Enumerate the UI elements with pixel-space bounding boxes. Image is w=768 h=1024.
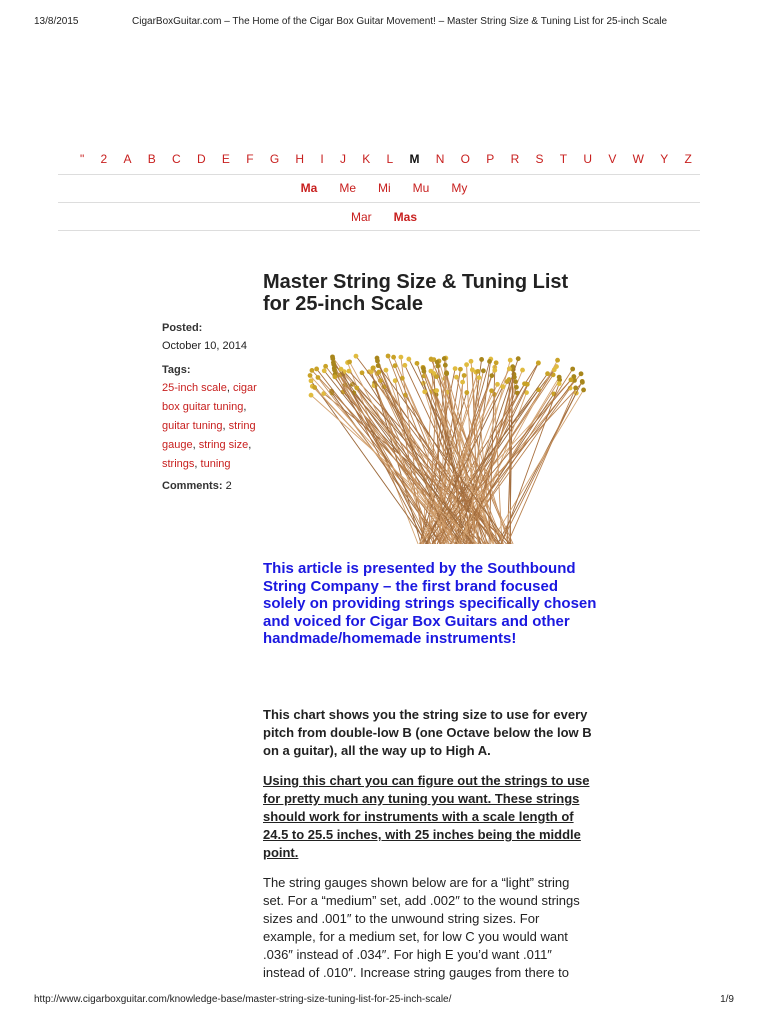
string-ball-end xyxy=(309,393,314,398)
alpha-link-20[interactable]: T xyxy=(559,152,568,166)
string-ball-end xyxy=(415,361,420,366)
string-ball-end xyxy=(545,371,550,376)
string-ball-end xyxy=(494,360,499,365)
guitar-strings-photo xyxy=(300,348,590,544)
string-ball-end xyxy=(360,370,365,375)
string-ball-end xyxy=(458,367,463,372)
string-ball-end xyxy=(354,354,359,359)
string-ball-end xyxy=(495,382,500,387)
sub-nav-link-0[interactable]: Ma xyxy=(300,181,318,195)
string-ball-end xyxy=(481,368,486,373)
string-ball-end xyxy=(570,367,575,372)
string-line xyxy=(507,388,575,544)
sponsor-promo: This article is presented by the Southbound String Company – the first brand focused solely on providing strings specifically chosen and voiced for Cigar Box Guitars and other handmade/homemade instruments! xyxy=(263,560,597,647)
sub-nav-link-0[interactable]: Mar xyxy=(350,210,372,224)
string-ball-end xyxy=(332,374,337,379)
string-ball-end xyxy=(435,364,440,369)
string-ball-end xyxy=(522,381,527,386)
divider xyxy=(58,230,700,231)
post-meta xyxy=(162,321,262,492)
sub-nav-link-4[interactable]: My xyxy=(451,181,468,195)
string-ball-end xyxy=(442,356,447,361)
string-ball-end xyxy=(514,385,519,390)
string-ball-end xyxy=(310,368,315,373)
sub-nav-words xyxy=(0,210,768,224)
string-ball-end xyxy=(492,368,497,373)
string-ball-end xyxy=(470,367,475,372)
string-ball-end xyxy=(386,354,391,359)
alpha-link-11[interactable]: J xyxy=(339,152,346,166)
string-ball-end xyxy=(308,373,313,378)
string-ball-end xyxy=(507,366,512,371)
tag-link[interactable]: tuning xyxy=(200,458,231,470)
string-ball-end xyxy=(464,390,469,395)
print-date: 13/8/2015 xyxy=(34,16,79,27)
alpha-link-25[interactable]: Z xyxy=(684,152,692,166)
string-ball-end xyxy=(314,367,319,372)
alpha-link-18[interactable]: R xyxy=(510,152,520,166)
string-ball-end xyxy=(489,373,494,378)
divider xyxy=(58,174,700,175)
string-ball-end xyxy=(479,357,484,362)
string-ball-end xyxy=(557,381,562,386)
string-ball-end xyxy=(500,384,505,389)
string-ball-end xyxy=(339,367,344,372)
string-ball-end xyxy=(406,357,411,362)
string-ball-end xyxy=(323,364,328,369)
tag-link[interactable]: strings xyxy=(162,458,195,470)
string-ball-end xyxy=(444,371,449,376)
alpha-link-5[interactable]: D xyxy=(196,152,206,166)
tag-link[interactable]: string size xyxy=(198,439,249,451)
alpha-link-12[interactable]: K xyxy=(362,152,371,166)
string-ball-end xyxy=(573,386,578,391)
string-line xyxy=(335,377,441,544)
tag-link[interactable]: cigar box guitar tuning xyxy=(162,382,257,413)
comments-count: 2 xyxy=(225,480,232,492)
string-ball-end xyxy=(434,374,439,379)
alpha-link-8[interactable]: G xyxy=(269,152,280,166)
print-page-title: CigarBoxGuitar.com – The Home of the Cigar Box Guitar Movement! – Master String Size & Tuning List for 25-inch Scale xyxy=(132,16,668,27)
alpha-link-22[interactable]: V xyxy=(608,152,617,166)
alpha-link-4[interactable]: C xyxy=(172,152,181,166)
posted-label: Posted: xyxy=(162,322,203,334)
alpha-link-2[interactable]: A xyxy=(123,152,132,166)
string-ball-end xyxy=(309,378,314,383)
alpha-link-17[interactable]: P xyxy=(486,152,495,166)
alpha-link-6[interactable]: E xyxy=(221,152,230,166)
string-ball-end xyxy=(393,363,398,368)
string-ball-end xyxy=(454,375,459,380)
string-ball-end xyxy=(399,355,404,360)
string-ball-end xyxy=(391,355,396,360)
string-ball-end xyxy=(569,377,574,382)
sub-nav-link-1[interactable]: Me xyxy=(339,181,356,195)
alpha-link-7[interactable]: F xyxy=(246,152,254,166)
string-ball-end xyxy=(322,368,327,373)
alpha-link-14[interactable]: M xyxy=(409,152,420,166)
string-ball-end xyxy=(487,359,492,364)
alpha-link-15[interactable]: N xyxy=(435,152,445,166)
string-ball-end xyxy=(508,358,513,363)
alpha-link-21[interactable]: U xyxy=(583,152,593,166)
string-ball-end xyxy=(429,357,434,362)
string-ball-end xyxy=(453,366,458,371)
comments-line xyxy=(162,480,262,492)
string-ball-end xyxy=(516,356,521,361)
string-ball-end xyxy=(520,368,525,373)
gauge-paragraph: The string gauges shown below are for a “light” string set. For a “medium” set, add .002″ to the wound strings sizes and .001″ to the unwound string sizes. For example, for a medium set, for low C you would want .036″ instead of .034″. For high E you’d want .011″ instead of .010″. Increase string gauges from there to xyxy=(263,875,580,980)
string-ball-end xyxy=(347,369,352,374)
string-ball-end xyxy=(347,359,352,364)
sub-nav-link-2[interactable]: Mi xyxy=(378,181,391,195)
string-ball-end xyxy=(371,366,376,371)
alpha-link-13[interactable]: L xyxy=(386,152,394,166)
string-ball-end xyxy=(580,380,585,385)
print-page-number: 1/9 xyxy=(720,994,734,1005)
alpha-link-10[interactable]: I xyxy=(320,152,324,166)
alpha-link-23[interactable]: W xyxy=(632,152,644,166)
string-ball-end xyxy=(316,375,321,380)
string-ball-end xyxy=(402,363,407,368)
string-ball-end xyxy=(536,361,541,366)
sub-nav-letters xyxy=(0,181,768,195)
tag-link[interactable]: 25-inch scale xyxy=(162,382,227,394)
string-ball-end xyxy=(462,373,467,378)
alpha-link-9[interactable]: H xyxy=(295,152,305,166)
string-ball-end xyxy=(377,370,382,375)
string-ball-end xyxy=(354,385,359,390)
tag-list: 25-inch scale, cigar box guitar tuning, guitar tuning, string gauge, string size, strings, tuning xyxy=(162,382,257,470)
string-ball-end xyxy=(384,368,389,373)
alpha-link-19[interactable]: S xyxy=(535,152,544,166)
string-ball-end xyxy=(579,371,584,376)
string-ball-end xyxy=(477,375,482,380)
string-ball-end xyxy=(434,388,439,393)
string-ball-end xyxy=(422,389,427,394)
sub-nav-link-3[interactable]: Mu xyxy=(412,181,430,195)
string-ball-end xyxy=(555,358,560,363)
usage-paragraph: Using this chart you can figure out the strings to use for pretty much any tuning you want. These strings should work for instruments with a scale length of 24.5 to 25.5 inches, with 25 inches being the middle point. xyxy=(263,773,590,860)
string-ball-end xyxy=(552,367,557,372)
tags-label: Tags: xyxy=(162,364,191,376)
alpha-link-3[interactable]: B xyxy=(147,152,156,166)
alphabet-nav xyxy=(80,152,692,166)
alpha-link-1[interactable]: 2 xyxy=(100,152,108,166)
print-url: http://www.cigarboxguitar.com/knowledge-base/master-string-size-tuning-list-for-25-inch-scale/ xyxy=(34,994,452,1005)
intro-paragraph: This chart shows you the string size to use for every pitch from double-low B (one Octave below the low B on a guitar), all the way up to High A. xyxy=(263,707,592,758)
string-ball-end xyxy=(428,369,433,374)
string-ball-end xyxy=(475,369,480,374)
divider xyxy=(58,202,700,203)
string-ball-end xyxy=(421,369,426,374)
article-title: Master String Size & Tuning List for 25-inch Scale xyxy=(263,271,569,315)
string-ball-end xyxy=(443,363,448,368)
posted-date: October 10, 2014 xyxy=(162,340,248,352)
string-ball-end xyxy=(581,388,586,393)
sub-nav-link-1[interactable]: Mas xyxy=(393,210,417,224)
string-ball-end xyxy=(376,363,381,368)
string-ball-end xyxy=(375,358,380,363)
tag-link[interactable]: string gauge xyxy=(162,420,256,451)
string-ball-end xyxy=(312,385,317,390)
comments-label: Comments: xyxy=(162,480,223,492)
alpha-link-16[interactable]: O xyxy=(460,152,471,166)
string-ball-end xyxy=(460,380,465,385)
tag-link[interactable]: guitar tuning xyxy=(162,420,223,432)
string-ball-end xyxy=(469,359,474,364)
alpha-link-24[interactable]: Y xyxy=(660,152,669,166)
alpha-link-0[interactable]: " xyxy=(80,152,85,166)
string-ball-end xyxy=(464,362,469,367)
